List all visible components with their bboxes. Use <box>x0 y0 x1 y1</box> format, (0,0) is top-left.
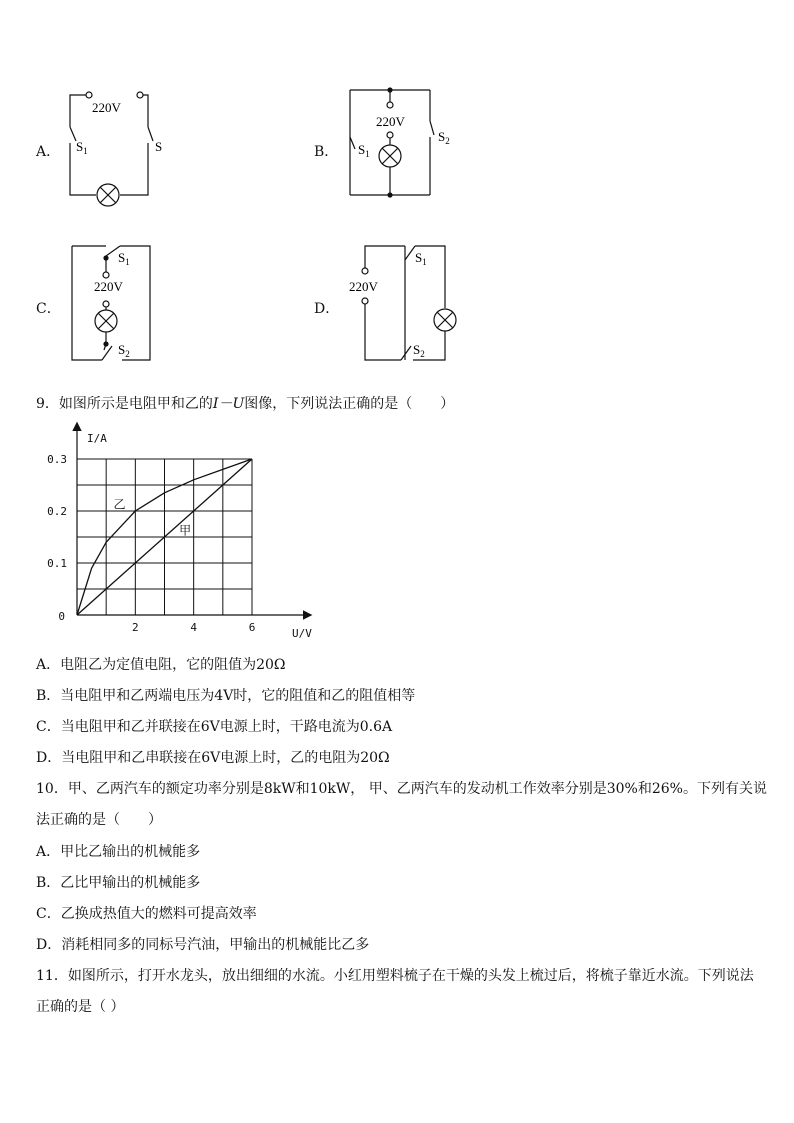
option-a-letter: A． <box>36 144 61 160</box>
y-tick-label: 0.2 <box>47 505 67 518</box>
switch-s2-label: $S_2$ <box>118 342 130 359</box>
question-10-stem-line1: 10．甲、乙两汽车的额定功率分别是8kW和10kW， 甲、乙两汽车的发动机工作效率分别是30%和26%。下列有关说 <box>36 781 767 797</box>
question-9-option-b: B．当电阻甲和乙两端电压为4V时，它的阻值和乙的阻值相等 <box>36 688 416 704</box>
circuit-diagram-b <box>340 83 470 203</box>
iu-graph <box>36 420 356 645</box>
circuit-diagram-c <box>62 238 182 368</box>
voltage-label: 220V <box>376 114 405 129</box>
question-10-option-a: A．甲比乙输出的机械能多 <box>36 844 201 860</box>
switch-s1-label: $S_1$ <box>118 250 130 267</box>
x-tick-label: 2 <box>132 621 139 634</box>
question-10-option-c: C．乙换成热值大的燃料可提高效率 <box>36 906 257 922</box>
voltage-label: 220V <box>94 279 123 294</box>
series-label-yi: 乙 <box>113 497 126 512</box>
x-tick-label: 6 <box>248 621 256 634</box>
switch-s2-label: S <box>155 139 163 154</box>
option-b-letter: B． <box>314 144 339 160</box>
question-9-option-d: D．当电阻甲和乙串联接在6V电源上时，乙的电阻为20Ω <box>36 750 390 766</box>
question-9-math: I－U <box>212 396 245 412</box>
switch-s1-label: $S_1$ <box>76 139 88 156</box>
switch-s1-label: $S_1$ <box>415 250 427 267</box>
switch-s2-label: $S_2$ <box>438 129 450 146</box>
switch-s2-label: $S_2$ <box>413 342 425 359</box>
switch-s1-label: $S_1$ <box>358 142 370 159</box>
question-10-option-b: B．乙比甲输出的机械能多 <box>36 875 201 891</box>
question-11-stem-line2: 正确的是（ ） <box>36 999 125 1015</box>
circuit-diagram-d <box>345 238 470 368</box>
question-9-option-c: C．当电阻甲和乙并联接在6V电源上时，干路电流为0.6A <box>36 719 393 735</box>
chart-labels <box>47 432 312 640</box>
option-d-letter: D． <box>314 301 340 317</box>
question-9-prefix: 9．如图所示是电阻甲和乙的 <box>36 396 213 412</box>
y-tick-label: 0.3 <box>47 453 67 466</box>
voltage-label: 220V <box>349 279 378 294</box>
x-tick-label: 4 <box>190 621 197 634</box>
series-label-jia: 甲 <box>179 523 192 538</box>
circuit-diagram-a <box>60 85 175 210</box>
question-9-stem <box>36 394 454 414</box>
origin-label: 0 <box>58 610 65 623</box>
y-axis-label: I/A <box>87 432 107 445</box>
option-c-letter: C． <box>36 301 61 317</box>
question-10-option-d: D．消耗相同多的同标号汽油，甲输出的机械能比乙多 <box>36 937 370 953</box>
voltage-label: 220V <box>92 100 121 115</box>
question-10-stem-line2: 法正确的是（ ） <box>36 812 162 828</box>
y-tick-label: 0.1 <box>47 557 67 570</box>
question-11-stem-line1: 11．如图所示，打开水龙头，放出细细的水流。小红用塑料梳子在干燥的头发上梳过后，将梳子靠近水流。下列说法 <box>36 968 754 984</box>
question-9-suffix: 图像，下列说法正确的是（ ） <box>244 396 455 412</box>
x-axis-label: U/V <box>292 627 312 640</box>
question-9-option-a: A．电阻乙为定值电阻，它的阻值为20Ω <box>36 657 286 673</box>
